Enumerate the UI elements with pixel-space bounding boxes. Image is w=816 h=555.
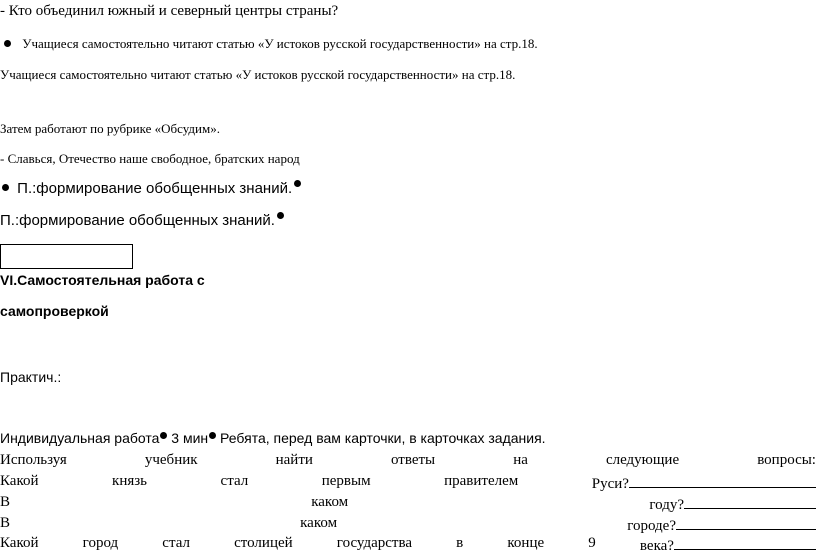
section-heading-line-1: VI.Самостоятельная работа с [0, 272, 205, 288]
task-word [649, 494, 816, 514]
task-word-text: городе? [627, 518, 676, 534]
task-word: В [0, 494, 11, 510]
instruction-text: Ребята, перед вам карточки, в карточках задания. [216, 430, 546, 446]
task-row-3 [0, 494, 816, 514]
bullet-icon [209, 432, 216, 439]
time-label: 3 мин [167, 430, 209, 446]
task-word: на [513, 452, 528, 468]
task-word [640, 535, 816, 555]
bullet-icon [2, 184, 9, 191]
task-word: город [82, 535, 119, 551]
individual-work-line [0, 430, 546, 446]
bullet-line-2 [2, 180, 301, 197]
task-word [627, 515, 816, 535]
task-word: вопросы: [757, 452, 816, 468]
task-word: В [0, 515, 11, 531]
paragraph-1: Учащиеся самостоятельно читают статью «У истоков русской государственности» на стр.18. [0, 67, 516, 82]
task-word [592, 473, 816, 493]
task-word: каком [300, 515, 338, 531]
bullet-icon [4, 40, 11, 47]
task-word: государства [336, 535, 413, 551]
answer-line[interactable] [629, 473, 816, 488]
task-word: князь [112, 473, 148, 489]
task-word: найти [275, 452, 313, 468]
task-word: стал [220, 473, 249, 489]
task-word: следующие [605, 452, 680, 468]
individual-work-label: Индивидуальная работа [0, 430, 160, 446]
task-word: конце [507, 535, 545, 551]
task-word: Какой [0, 535, 39, 551]
task-word-text: Руси? [591, 476, 629, 492]
bullet-text-1: Учащиеся самостоятельно читают статью «У истоков русской государственности» на стр.18. [22, 36, 538, 51]
task-word: первым [321, 473, 371, 489]
answer-line[interactable] [676, 515, 816, 530]
task-word: Используя [0, 452, 67, 468]
paragraph-2: Затем работают по рубрике «Обсудим». [0, 121, 220, 136]
task-word: в [456, 535, 464, 551]
paragraph-4-text: П.:формирование обобщенных знаний. [0, 212, 275, 229]
task-word: Какой [0, 473, 39, 489]
question-line: - Кто объединил южный и северный центры страны? [0, 3, 339, 19]
task-word: 9 [588, 535, 596, 551]
paragraph-3: - Славься, Отечество наше свободное, братских народ [0, 151, 300, 166]
practical-label: Практич.: [0, 369, 62, 385]
answer-line[interactable] [674, 535, 816, 550]
task-row-2 [0, 473, 816, 493]
task-row-1 [0, 452, 816, 469]
answer-line[interactable] [684, 494, 816, 509]
task-word-text: века? [639, 538, 674, 554]
paragraph-4 [0, 212, 284, 229]
task-row-5 [0, 535, 816, 555]
task-word: учебник [144, 452, 198, 468]
bullet-icon [294, 180, 301, 187]
task-word: правителем [444, 473, 519, 489]
task-word-text: году? [649, 497, 684, 513]
bullet-line-1 [4, 36, 538, 52]
task-word: каком [311, 494, 349, 510]
empty-box [0, 244, 133, 269]
task-row-4 [0, 515, 816, 535]
bullet-icon [277, 212, 284, 219]
bullet-text-2: П.:формирование обобщенных знаний. [17, 180, 293, 197]
section-heading-line-2: самопроверкой [0, 303, 109, 319]
task-word: ответы [390, 452, 436, 468]
task-word: стал [162, 535, 190, 551]
task-word: столицей [234, 535, 293, 551]
